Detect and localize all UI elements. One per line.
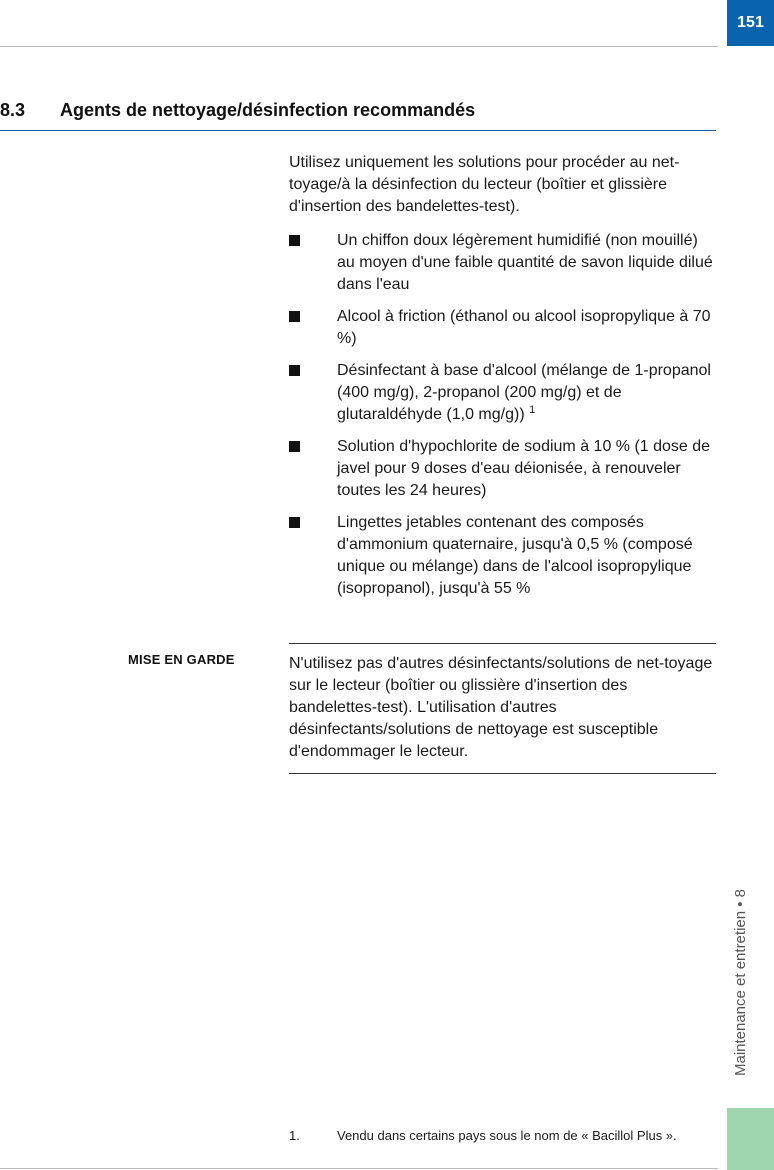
list-item [289,512,716,600]
list-item-text: Désinfectant à base d'alcool (mélange de 1-propanol (400 mg/g), 2-propanol (200 mg/g) et de glutaraldéhyde (1,0 mg/g)) [337,362,711,423]
footnote [289,1128,729,1143]
warning-box [289,643,716,774]
footnote-reference: 1 [529,404,536,416]
warning-text: N'utilisez pas d'autres désinfectants/solutions de net-toyage sur le lecteur (boîtier ou glissière d'insertion des bandelettes-test). L'utilisation d'autres désinfectants/solutions de nettoyage est susceptible d'endommager le lecteur. [289,655,713,760]
bullet-square-icon [289,517,300,528]
chapter-label-text: Maintenance et entretien • 8 [732,888,750,1077]
section-number: 8.3 [0,100,26,120]
bullet-square-icon [289,441,300,452]
bullet-square-icon [289,365,300,376]
list-item-text: Lingettes jetables contenant des composés d'ammonium quaternaire, jusqu'à 0,5 % (composé unique ou mélange) dans de l'alcool isopropylique (isopropanol), jusqu'à 55 % [337,514,693,597]
intro-paragraph: Utilisez uniquement les solutions pour procéder au net-toyage/à la désinfection du lecteur (boîtier et glissière d'insertion des bandelettes-test). [289,154,680,215]
list-item-text: Un chiffon doux légèrement humidifié (non mouillé) au moyen d'une faible quantité de savon liquide dilué dans l'eau [337,232,713,293]
list-item-text: Alcool à friction (éthanol ou alcool isopropylique à 70 %) [337,308,711,347]
bullet-square-icon [289,311,300,322]
page-number-tab [727,0,774,46]
list-item [289,306,716,350]
section-title: Agents de nettoyage/désinfection recommandés [60,100,476,120]
list-item [289,436,716,502]
bullet-list [289,230,716,610]
chapter-color-block [727,1108,774,1170]
page-number: 151 [737,14,764,31]
list-item [289,230,716,296]
chapter-side-label [728,870,754,1095]
footer-rule [0,1168,718,1169]
list-item-text: Solution d'hypochlorite de sodium à 10 % (1 dose de javel pour 9 doses d'eau déionisée, à renouveler toutes les 24 heures) [337,438,711,499]
list-item [289,360,716,426]
footnote-number: 1. [289,1128,300,1143]
footnote-text: Vendu dans certains pays sous le nom de « Bacillol Plus ». [337,1128,677,1143]
warning-label: MISE EN GARDE [128,652,235,667]
section-heading [0,100,716,131]
bullet-square-icon [289,235,300,246]
header-rule [0,46,718,47]
